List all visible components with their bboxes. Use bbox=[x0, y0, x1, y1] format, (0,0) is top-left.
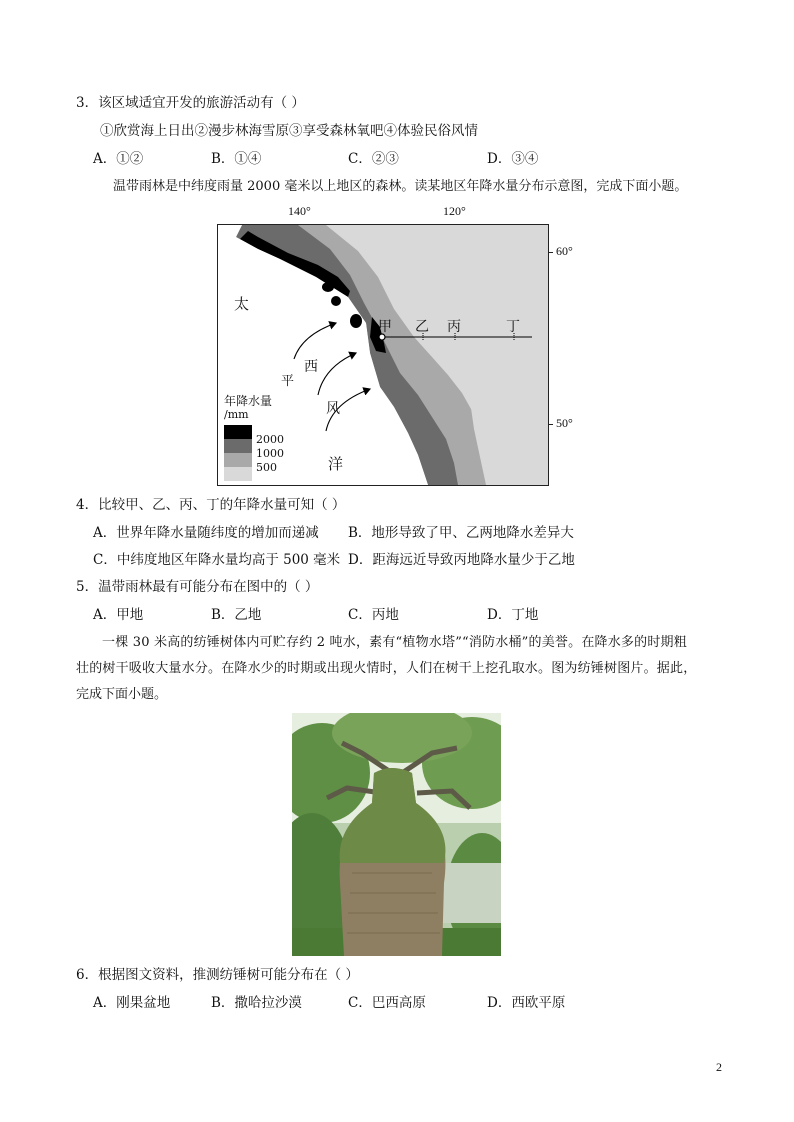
q6-option-b: B．撒哈拉沙漠 bbox=[211, 995, 302, 1011]
q3-option-a: A．①② bbox=[93, 151, 144, 167]
q5-option-b: B．乙地 bbox=[211, 607, 262, 623]
legend-unit: /mm bbox=[224, 408, 249, 421]
sea-char-ping: 平 bbox=[281, 374, 295, 389]
legend-value-1000: 1000 bbox=[256, 447, 284, 460]
place-label-ding: 丁 bbox=[506, 319, 520, 335]
lat-label-50: 50° bbox=[556, 416, 573, 430]
legend-value-500: 500 bbox=[256, 461, 277, 474]
intro-bottle-tree-line-1: 一棵 30 米高的纺锤树体内可贮存约 2 吨水，素有“植物水塔”“消防水桶”的美誉。在降水多的时期粗 bbox=[102, 635, 687, 650]
island-3 bbox=[350, 314, 362, 328]
q4-stem: 4．比较甲、乙、丙、丁的年降水量可知（ ） bbox=[76, 497, 346, 513]
legend-swatch-3 bbox=[224, 453, 252, 467]
legend-title: 年降水量 bbox=[224, 394, 273, 408]
place-label-yi: 乙 bbox=[415, 319, 429, 335]
q6-option-d: D．西欧平原 bbox=[487, 995, 566, 1011]
lon-label-120: 120° bbox=[443, 204, 466, 218]
q4-option-b: B．地形导致了甲、乙两地降水差异大 bbox=[348, 525, 574, 541]
wind-char-xi: 西 bbox=[304, 359, 318, 375]
precipitation-map-svg bbox=[218, 225, 548, 485]
q4-option-a: A．世界年降水量随纬度的增加而递减 bbox=[93, 525, 319, 541]
q3-items: ①欣赏海上日出②漫步林海雪原③享受森林氧吧④体验民俗风情 bbox=[100, 123, 478, 139]
legend-value-2000: 2000 bbox=[256, 433, 284, 446]
lat-label-60: 60° bbox=[556, 244, 573, 258]
legend-swatch-1 bbox=[224, 425, 252, 439]
island-2 bbox=[331, 296, 341, 306]
q3-stem: 3．该区域适宜开发的旅游活动有（ ） bbox=[76, 95, 305, 111]
island-1 bbox=[322, 282, 334, 292]
intro-rainforest: 温带雨林是中纬度雨量 2000 毫米以上地区的森林。读某地区年降水量分布示意图，完成下面小题。 bbox=[113, 179, 688, 194]
lon-label-140: 140° bbox=[288, 204, 311, 218]
q4-option-c: C．中纬度地区年降水量均高于 500 毫米 bbox=[93, 552, 341, 568]
place-label-jia: 甲 bbox=[378, 319, 392, 335]
q6-option-c: C．巴西高原 bbox=[348, 995, 426, 1011]
bottle-tree-photo bbox=[292, 713, 501, 956]
bottle-tree-illustration bbox=[292, 713, 501, 956]
q4-option-d: D．距海远近导致丙地降水量少于乙地 bbox=[348, 552, 575, 568]
sea-char-yang: 洋 bbox=[328, 455, 344, 473]
q6-stem: 6．根据图文资料，推测纺锤树可能分布在（ ） bbox=[76, 967, 359, 983]
q5-option-d: D．丁地 bbox=[487, 607, 539, 623]
place-label-bing: 丙 bbox=[447, 319, 461, 335]
q3-option-d: D．③④ bbox=[487, 151, 539, 167]
sea-char-tai: 太 bbox=[234, 295, 250, 313]
wind-char-feng: 风 bbox=[326, 401, 340, 417]
intro-bottle-tree-line-2: 壮的树干吸收大量水分。在降水少的时期或出现火情时，人们在树干上挖孔取水。图为纺锤树图片。据此， bbox=[76, 661, 697, 676]
q5-stem: 5．温带雨林最有可能分布在图中的（ ） bbox=[76, 579, 319, 595]
q6-option-a: A．刚果盆地 bbox=[93, 995, 171, 1011]
intro-bottle-tree-line-3: 完成下面小题。 bbox=[76, 687, 168, 702]
q3-option-c: C．②③ bbox=[348, 151, 399, 167]
precipitation-map bbox=[217, 224, 549, 486]
q5-option-c: C．丙地 bbox=[348, 607, 399, 623]
q3-option-b: B．①④ bbox=[211, 151, 262, 167]
q5-option-a: A．甲地 bbox=[93, 607, 144, 623]
legend-swatch-2 bbox=[224, 439, 252, 453]
legend-swatch-4 bbox=[224, 467, 252, 481]
page-number: 2 bbox=[716, 1060, 722, 1074]
